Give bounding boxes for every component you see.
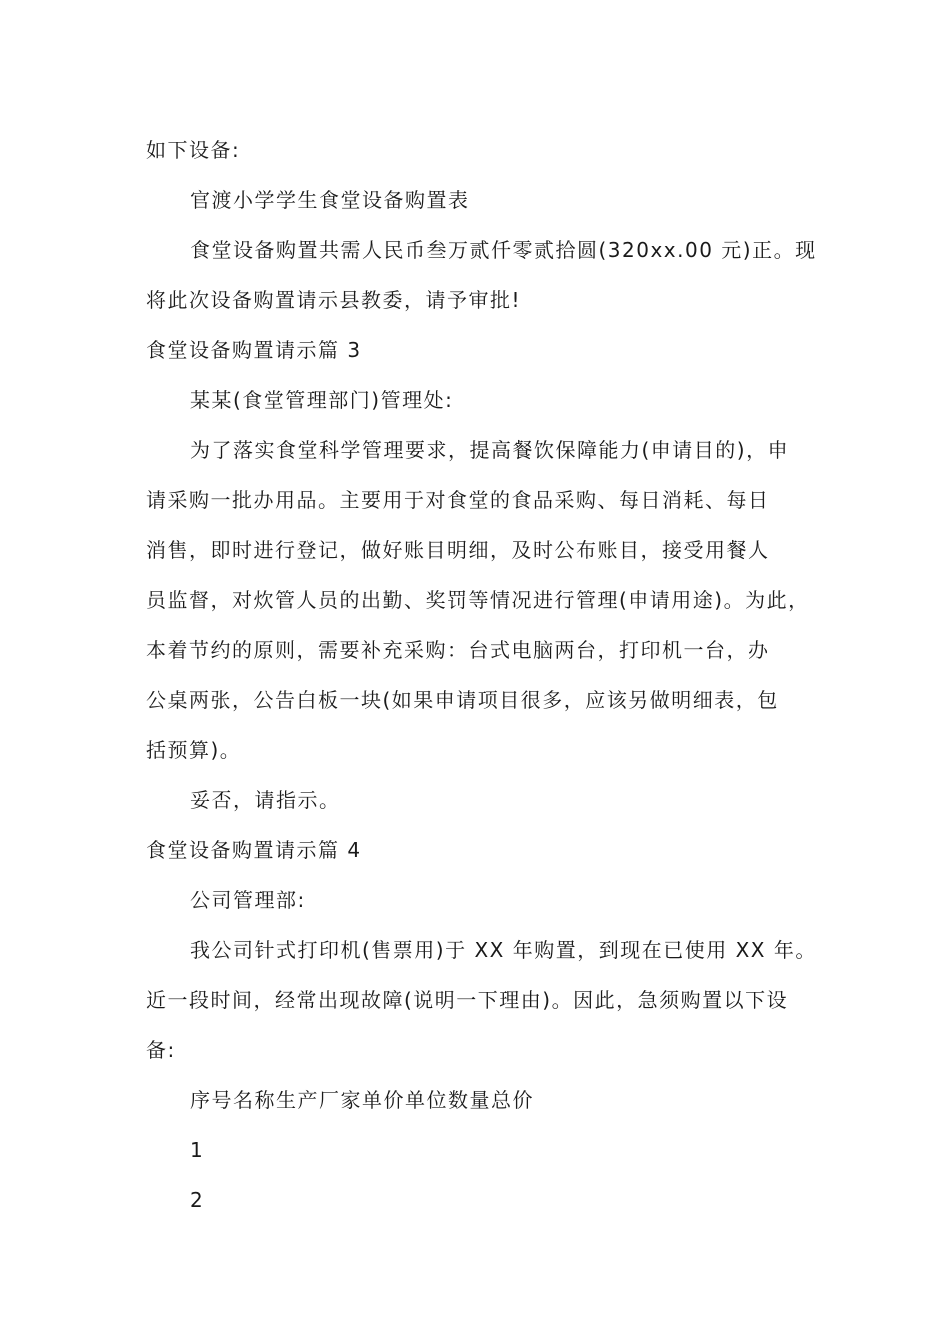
closing-line: 妥否，请指示。 bbox=[190, 788, 341, 812]
text-line: 我公司针式打印机(售票用)于 XX 年购置，到现在已使用 XX 年。 bbox=[190, 938, 817, 962]
text-line: 消售，即时进行登记，做好账目明细，及时公布账目，接受用餐人 bbox=[146, 538, 770, 562]
section-heading: 食堂设备购置请示篇 4 bbox=[146, 838, 362, 862]
text-line: 本着节约的原则，需要补充采购：台式电脑两台，打印机一台，办 bbox=[146, 638, 770, 662]
salutation: 公司管理部: bbox=[190, 888, 306, 912]
section-heading: 食堂设备购置请示篇 3 bbox=[146, 338, 362, 362]
table-row-number: 1 bbox=[190, 1138, 205, 1162]
table-header: 序号名称生产厂家单价单位数量总价 bbox=[190, 1088, 534, 1112]
text-line: 为了落实食堂科学管理要求，提高餐饮保障能力(申请目的)，申 bbox=[190, 438, 790, 462]
table-title: 官渡小学学生食堂设备购置表 bbox=[190, 188, 470, 212]
salutation: 某某(食堂管理部门)管理处: bbox=[190, 388, 454, 412]
text-line: 如下设备: bbox=[146, 138, 241, 162]
text-line: 请采购一批办用品。主要用于对食堂的食品采购、每日消耗、每日 bbox=[146, 488, 770, 512]
text-line: 备: bbox=[146, 1038, 176, 1062]
table-row-number: 2 bbox=[190, 1188, 205, 1212]
text-line: 将此次设备购置请示县教委，请予审批! bbox=[146, 288, 522, 312]
text-line: 员监督，对炊管人员的出勤、奖罚等情况进行管理(申请用途)。为此， bbox=[146, 588, 810, 612]
text-line: 公桌两张，公告白板一块(如果申请项目很多，应该另做明细表，包 bbox=[146, 688, 779, 712]
text-line: 近一段时间，经常出现故障(说明一下理由)。因此，急须购置以下设 bbox=[146, 988, 789, 1012]
text-line: 食堂设备购置共需人民币叁万贰仟零贰拾圆(320xx.00 元)正。现 bbox=[190, 238, 817, 262]
text-line: 括预算)。 bbox=[146, 738, 242, 762]
